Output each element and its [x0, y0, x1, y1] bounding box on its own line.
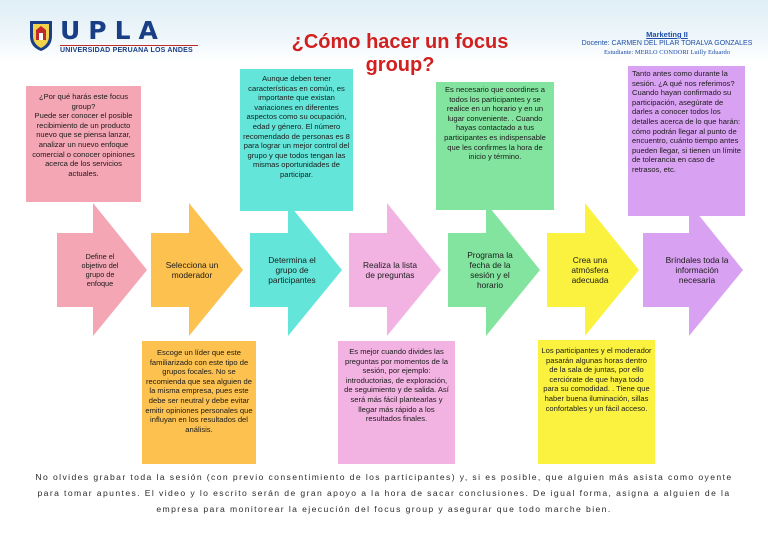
- note-atmosfera: Los participantes y el moderador pasarán algunas horas dentro de la sala de juntas, por ello cerciórate de que haya todo para su comodidad. . Tiene que haber buena iluminación, sillas confortables y un fácil acceso.: [538, 340, 655, 464]
- footer-note: No olvides grabar toda la sesión (con previo consentimiento de los participantes) y, si es posible, que alguien más asista como oyente para tomar apuntes. El video y lo escrito serán de gran apoyo a la hora de sacar conclusiones. De igual forma, asigna a alguien de la empresa para monitorear la ejecución del focus group y asegurar que todo marche bien.: [35, 472, 733, 514]
- step-arrow-moderador: [151, 203, 243, 336]
- header-band: [0, 0, 768, 76]
- university-crest-icon: [28, 18, 54, 52]
- step-arrow-informacion: [643, 203, 743, 336]
- step-label: Programa la fecha de la sesión y el horario: [467, 250, 513, 290]
- student-name: Estudiante: MERLO CONDORI Luilly Eduardo: [603, 49, 730, 56]
- step-label: Selecciona un moderador: [165, 260, 219, 280]
- note-informacion: Tanto antes como durante la sesión. ¿A qué nos referimos? Cuando hayan confirmado su participación, asegúrate de darles a conocer todos los detalles acerca de lo que harán: cómo podrán llegar al punto de encuentro, cuánto tiempo antes pueden llegar, si tienen un límite de tolerancia en caso de retrasos, etc.: [628, 66, 745, 216]
- page-title: ¿Cómo hacer un focus group?: [291, 31, 509, 76]
- step-arrow-objetivo: [57, 203, 147, 336]
- note-participantes: Aunque deben tener características en común, es importante que existan variaciones en diferentes aspectos como su ocupación, edad y género. El número recomendado de personas es 8 para lograr un mejor control del grupo y que todos tengan las mismas oportunidades de participar.: [240, 69, 353, 211]
- step-arrow-fecha: [448, 203, 540, 336]
- step-label: Bríndales toda la información necesaria: [665, 255, 729, 285]
- course-name: Marketing II: [646, 30, 688, 39]
- step-label: Define el objetivo del grupo de enfoque: [81, 252, 119, 288]
- course-info: [572, 30, 762, 57]
- note-moderador: Escoge un líder que este familiarizado con este tipo de grupos focales. No se recomienda que sea alguien de la misma empresa, pues este debe ser neutral y debe evitar emitir opiniones personales que influyan en los resultados del análisis.: [142, 341, 256, 464]
- note-preguntas: Es mejor cuando divides las preguntas por momentos de la sesión, por ejemplo: introductorias, de exploración, de seguimiento y de salida. Así será más fácil plantearlas y llegar más rápido a los resultados finales.: [338, 341, 455, 464]
- brand-subtitle: UNIVERSIDAD PERUANA LOS ANDES: [60, 45, 198, 54]
- university-logo: [28, 16, 193, 58]
- step-label: Crea una atmósfera adecuada: [571, 255, 609, 285]
- step-label: Determina el grupo de participantes: [268, 255, 316, 285]
- brand-name: UPLA: [60, 16, 166, 45]
- note-fecha: Es necesario que coordines a todos los participantes y se realice en un horario y en un lugar conveniente. . Cuando hayas contactado a tus participantes es indispensable que les confirmes la hora de inicio y término.: [436, 82, 554, 210]
- step-arrow-atmosfera: [547, 203, 639, 336]
- step-arrow-participantes: [250, 203, 342, 336]
- note-objetivo: ¿Por qué harás este focus group? Puede ser conocer el posible recibimiento de un producto nuevo que se piensa lanzar, analizar un nuevo enfoque comercial o conocer opiniones acerca de los servicios actuales.: [26, 86, 141, 202]
- step-label: Realiza la lista de preguntas: [363, 260, 417, 280]
- step-arrow-preguntas: [349, 203, 441, 336]
- teacher-name: Docente: CARMEN DEL PILAR TORALVA GONZALES: [581, 40, 753, 47]
